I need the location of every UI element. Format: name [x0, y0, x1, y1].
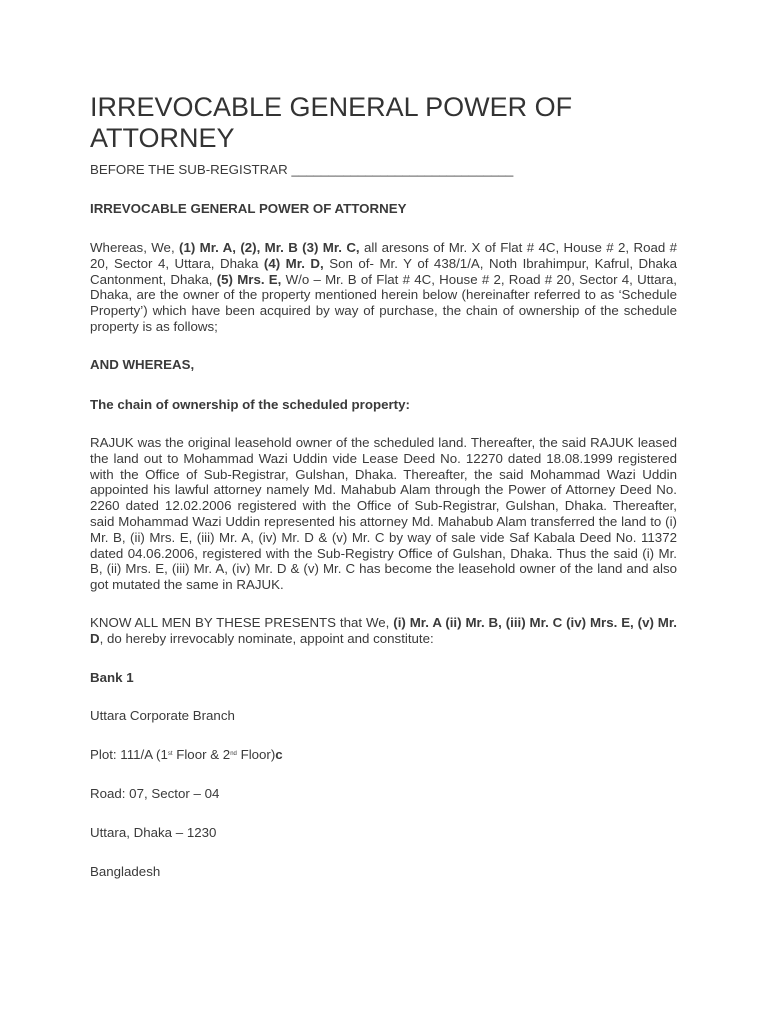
and-whereas-text: AND WHEREAS,: [90, 357, 195, 372]
bank-name-text: Bank 1: [90, 670, 134, 685]
para1-text-3: all aresons of Mr. X of Flat # 4C, House # 2, Road # 20, Sector 4, Uttara, Dhaka: [90, 240, 678, 271]
para1-text-1: Whereas, We,: [90, 240, 180, 255]
plot-suffix: Floor): [236, 747, 276, 762]
bank-plot: [90, 747, 677, 763]
para3-text-2: , do hereby irrevocably nominate, appoint and constitute:: [99, 630, 434, 646]
and-whereas-heading: [90, 357, 677, 373]
chain-heading-text: The chain of ownership of the scheduled property:: [90, 397, 410, 412]
subtitle-text: IRREVOCABLE GENERAL POWER OF ATTORNEY: [90, 201, 407, 216]
know-all-men-paragraph: [90, 615, 677, 647]
whereas-paragraph: [90, 240, 677, 335]
before-sub-registrar-line: BEFORE THE SUB-REGISTRAR ______________________________: [90, 162, 514, 177]
bank-city: Uttara, Dhaka – 1230: [90, 825, 217, 840]
plot-sup-2: nd: [230, 751, 237, 757]
para1-text-5: W/o – Mr. B of Flat # 4C, House # 2, Road # 20, Sector 4, Uttara, Dhaka, are the owner of the property mentioned herein below (hereinafter referred to as ‘Schedule Property’) which have been acquired by way of purchase, the chain of ownership of the schedule property is as follows;: [90, 271, 678, 334]
para1-text-4: Son of- Mr. Y of 438/1/A, Noth Ibrahimpur, Kafrul, Dhaka Cantonment, Dhaka,: [90, 255, 677, 287]
plot-mid: Floor & 2: [172, 747, 231, 762]
para3-text-1: KNOW ALL MEN BY THESE PRESENTS that We,: [90, 615, 394, 630]
para1-bold-3: (4) Mr. D,: [263, 255, 324, 271]
bank-road: Road: 07, Sector – 04: [90, 786, 220, 801]
plot-sup-1: st: [167, 751, 173, 757]
subtitle-heading: [90, 201, 677, 217]
bank-name: [90, 670, 677, 686]
bank-country: Bangladesh: [90, 864, 161, 879]
document-title: IRREVOCABLE GENERAL POWER OF ATTORNEY: [90, 92, 573, 153]
para3-bold-1: (i) Mr. A (ii) Mr. B, (iii) Mr. C (iv) Mrs. E, (v) Mr. D: [90, 615, 677, 646]
para1-bold-4: (5) Mrs. E,: [216, 271, 282, 287]
para1-bold-1: (1) Mr. A, (2), Mr. B: [179, 240, 298, 255]
plot-bold: c: [275, 747, 283, 762]
chain-of-ownership-heading: [90, 397, 677, 413]
para1-bold-2: (3) Mr. C,: [302, 240, 360, 255]
chain-of-ownership-paragraph: RAJUK was the original leasehold owner of the scheduled land. Thereafter, the said RAJUK leased the land out to Mohammad Wazi Uddin vide Lease Deed No. 12270 dated 18.08.1999 registered with the Office of Sub-Registrar, Gulshan, Dhaka. Thereafter, the said Mohammad Wazi Uddin appointed his lawful attorney namely Md. Mahabub Alam through the Power of Attorney Deed No. 2260 dated 12.02.2006 registered with the Office of Sub-Registrar, Gulshan, Dhaka. Thereafter, said Mohammad Wazi Uddin represented his attorney Md. Mahabub Alam transferred the land to (i) Mr. B, (ii) Mrs. E, (iii) Mr. A, (iv) Mr. D & (v) Mr. C by way of sale vide Saf Kabala Deed No. 11372 dated 04.06.2006, registered with the Sub-Registry Office of Gulshan, Dhaka. Thus the said (i) Mr. B, (ii) Mrs. E, (iii) Mr. A, (iv) Mr. D & (v) Mr. C has become the leasehold owner of the land and also got mutated the same in RAJUK.: [90, 435, 677, 593]
bank-branch: Uttara Corporate Branch: [90, 708, 235, 723]
plot-prefix: Plot: 111/A (1: [90, 747, 168, 762]
